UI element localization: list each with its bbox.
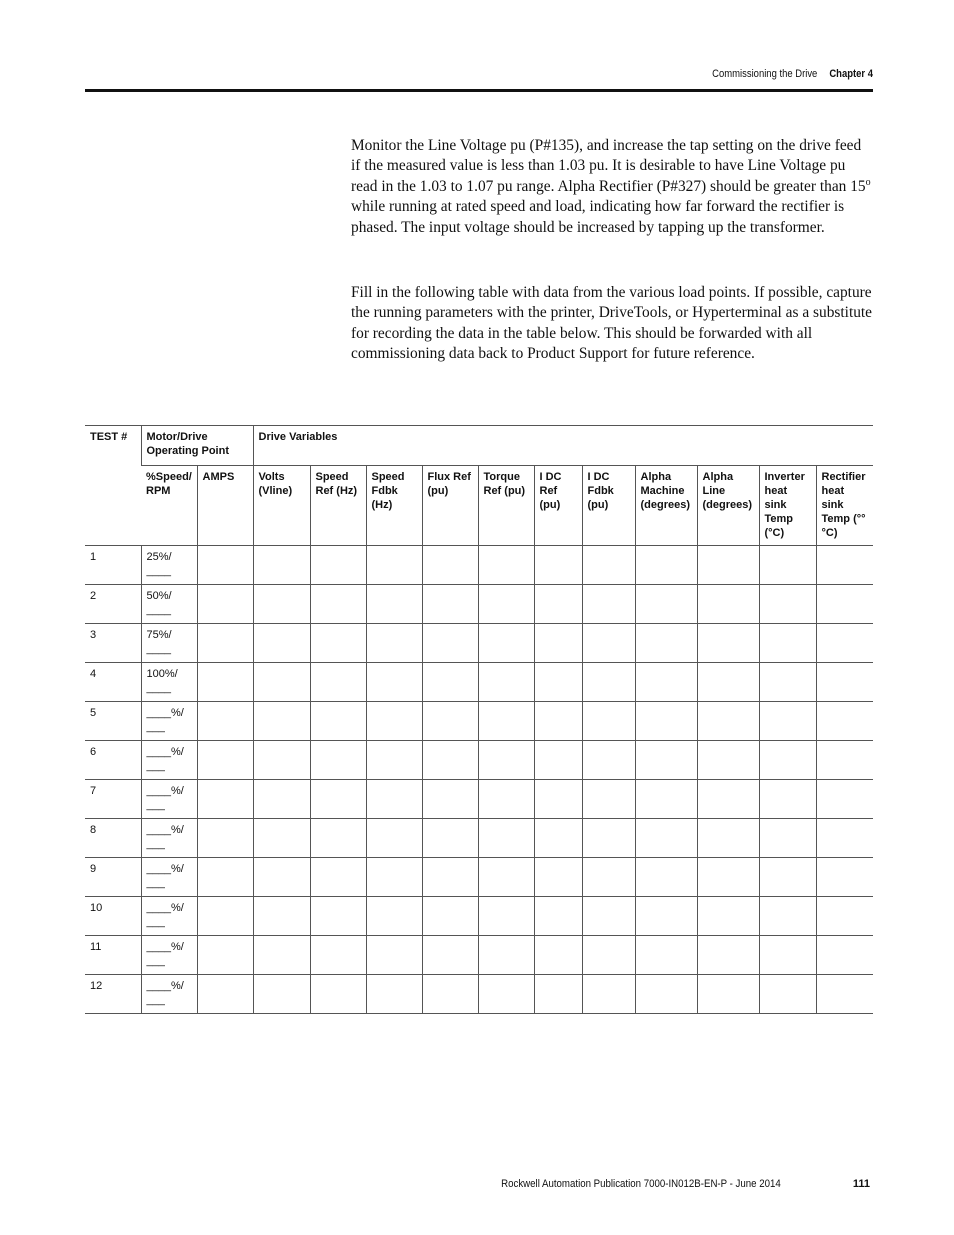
empty-entry-cell: [635, 624, 697, 663]
empty-entry-cell: [816, 819, 873, 858]
empty-entry-cell: [253, 585, 310, 624]
empty-entry-cell: [582, 741, 635, 780]
empty-entry-cell: [253, 702, 310, 741]
test-number-cell: 2: [85, 585, 141, 624]
empty-entry-cell: [197, 936, 253, 975]
empty-entry-cell: [197, 546, 253, 585]
table-row: [85, 546, 873, 585]
header-motor-drive-operating-point: Motor/Drive Operating Point: [141, 426, 253, 466]
empty-entry-cell: [366, 546, 422, 585]
empty-entry-cell: [366, 702, 422, 741]
speed-rpm-cell: [141, 741, 197, 780]
empty-entry-cell: [816, 546, 873, 585]
col-flux-ref: Flux Ref (pu): [422, 466, 478, 546]
col-volts: Volts (Vline): [253, 466, 310, 546]
speed-rpm-cell: [141, 663, 197, 702]
test-number-cell: 4: [85, 663, 141, 702]
empty-entry-cell: [759, 624, 816, 663]
speed-value: ____%/: [146, 824, 184, 836]
empty-entry-cell: [582, 546, 635, 585]
empty-entry-cell: [635, 858, 697, 897]
test-number-cell: 11: [85, 936, 141, 975]
empty-entry-cell: [635, 936, 697, 975]
empty-entry-cell: [310, 858, 366, 897]
empty-entry-cell: [816, 780, 873, 819]
empty-entry-cell: [310, 936, 366, 975]
empty-entry-cell: [697, 546, 759, 585]
empty-entry-cell: [697, 858, 759, 897]
table-row: [85, 780, 873, 819]
empty-entry-cell: [310, 819, 366, 858]
table-header-row-2: [85, 466, 873, 546]
col-speed-ref: Speed Ref (Hz): [310, 466, 366, 546]
empty-entry-cell: [366, 936, 422, 975]
empty-entry-cell: [534, 975, 582, 1014]
empty-entry-cell: [534, 858, 582, 897]
empty-entry-cell: [816, 858, 873, 897]
speed-rpm-cell: [141, 819, 197, 858]
paragraph-line-voltage: [351, 136, 873, 238]
header-drive-variables: Drive Variables: [253, 426, 873, 466]
empty-entry-cell: [534, 585, 582, 624]
col-alpha-machine: Alpha Machine (degrees): [635, 466, 697, 546]
empty-entry-cell: [422, 624, 478, 663]
col-idc-ref: I DC Ref (pu): [534, 466, 582, 546]
empty-entry-cell: [366, 741, 422, 780]
test-number-cell: 5: [85, 702, 141, 741]
empty-entry-cell: [534, 546, 582, 585]
col-idc-fdbk: I DC Fdbk (pu): [582, 466, 635, 546]
empty-entry-cell: [422, 858, 478, 897]
degree-superscript: o: [865, 176, 871, 188]
test-number-cell: 12: [85, 975, 141, 1014]
empty-entry-cell: [253, 624, 310, 663]
empty-entry-cell: [478, 585, 534, 624]
empty-entry-cell: [478, 546, 534, 585]
empty-entry-cell: [635, 897, 697, 936]
table-row: [85, 702, 873, 741]
empty-entry-cell: [253, 780, 310, 819]
empty-entry-cell: [197, 741, 253, 780]
empty-entry-cell: [697, 663, 759, 702]
empty-entry-cell: [534, 663, 582, 702]
speed-value: ____%/: [146, 707, 184, 719]
empty-entry-cell: [253, 819, 310, 858]
empty-entry-cell: [816, 624, 873, 663]
empty-entry-cell: [478, 819, 534, 858]
speed-rpm-cell: [141, 897, 197, 936]
empty-entry-cell: [422, 936, 478, 975]
empty-entry-cell: [366, 975, 422, 1014]
empty-entry-cell: [253, 975, 310, 1014]
table-row: [85, 897, 873, 936]
table-row: [85, 936, 873, 975]
test-number-cell: 3: [85, 624, 141, 663]
empty-entry-cell: [422, 663, 478, 702]
rpm-blank: ___: [146, 799, 165, 811]
speed-rpm-cell: [141, 858, 197, 897]
rpm-blank: ___: [146, 838, 165, 850]
rpm-blank: ___: [146, 877, 165, 889]
empty-entry-cell: [366, 585, 422, 624]
empty-entry-cell: [582, 780, 635, 819]
speed-rpm-cell: [141, 975, 197, 1014]
empty-entry-cell: [534, 741, 582, 780]
test-number-cell: 1: [85, 546, 141, 585]
empty-entry-cell: [422, 702, 478, 741]
test-number-cell: 8: [85, 819, 141, 858]
empty-entry-cell: [759, 897, 816, 936]
empty-entry-cell: [366, 780, 422, 819]
empty-entry-cell: [366, 858, 422, 897]
speed-rpm-cell: [141, 702, 197, 741]
empty-entry-cell: [582, 897, 635, 936]
page-footer: [85, 1176, 873, 1194]
rpm-blank: ____: [146, 604, 171, 616]
empty-entry-cell: [310, 624, 366, 663]
empty-entry-cell: [197, 585, 253, 624]
paragraph-line-voltage-text-a: Monitor the Line Voltage pu (P#135), and increase the tap setting on the drive feed if the measured value is less than 1.03 pu. It is desirable to have Line Voltage pu read in the 1.03 to 1.07 pu range. Alpha Rectifier (P#327) should be greater than 15: [351, 137, 866, 195]
test-number-cell: 7: [85, 780, 141, 819]
empty-entry-cell: [635, 585, 697, 624]
table-row: [85, 858, 873, 897]
rpm-blank: ___: [146, 916, 165, 928]
empty-entry-cell: [534, 624, 582, 663]
empty-entry-cell: [310, 741, 366, 780]
empty-entry-cell: [478, 663, 534, 702]
empty-entry-cell: [582, 624, 635, 663]
empty-entry-cell: [816, 936, 873, 975]
empty-entry-cell: [635, 663, 697, 702]
empty-entry-cell: [253, 546, 310, 585]
empty-entry-cell: [697, 585, 759, 624]
empty-entry-cell: [422, 780, 478, 819]
empty-entry-cell: [478, 858, 534, 897]
speed-rpm-cell: [141, 780, 197, 819]
empty-entry-cell: [534, 897, 582, 936]
empty-entry-cell: [422, 819, 478, 858]
speed-value: 25%/: [146, 551, 172, 563]
empty-entry-cell: [478, 897, 534, 936]
empty-entry-cell: [697, 741, 759, 780]
paragraph-line-voltage-text-b: while running at rated speed and load, indicating how far forward the rectifier is phased. The input voltage should be increased by tapping up the transformer.: [351, 198, 845, 236]
test-number-cell: 9: [85, 858, 141, 897]
section-title: Commissioning the Drive: [712, 68, 818, 80]
empty-entry-cell: [759, 663, 816, 702]
empty-entry-cell: [635, 780, 697, 819]
empty-entry-cell: [310, 585, 366, 624]
speed-rpm-cell: [141, 546, 197, 585]
empty-entry-cell: [197, 819, 253, 858]
empty-entry-cell: [422, 546, 478, 585]
empty-entry-cell: [310, 897, 366, 936]
empty-entry-cell: [759, 546, 816, 585]
empty-entry-cell: [816, 702, 873, 741]
empty-entry-cell: [816, 741, 873, 780]
table-row: [85, 741, 873, 780]
empty-entry-cell: [697, 897, 759, 936]
running-header: [195, 66, 873, 86]
empty-entry-cell: [635, 546, 697, 585]
empty-entry-cell: [816, 585, 873, 624]
empty-entry-cell: [697, 975, 759, 1014]
empty-entry-cell: [582, 663, 635, 702]
empty-entry-cell: [635, 975, 697, 1014]
empty-entry-cell: [197, 897, 253, 936]
rpm-blank: ___: [146, 721, 165, 733]
page-number: 111: [852, 1178, 870, 1190]
col-rectifier-temp: Rectifier heat sink Temp (°°°C): [816, 466, 873, 546]
empty-entry-cell: [582, 975, 635, 1014]
empty-entry-cell: [197, 702, 253, 741]
empty-entry-cell: [310, 546, 366, 585]
empty-entry-cell: [366, 624, 422, 663]
empty-entry-cell: [310, 702, 366, 741]
empty-entry-cell: [253, 858, 310, 897]
empty-entry-cell: [253, 897, 310, 936]
speed-rpm-cell: [141, 936, 197, 975]
empty-entry-cell: [759, 936, 816, 975]
empty-entry-cell: [310, 780, 366, 819]
empty-entry-cell: [816, 975, 873, 1014]
test-number-cell: 10: [85, 897, 141, 936]
empty-entry-cell: [310, 663, 366, 702]
speed-value: ____%/: [146, 941, 184, 953]
empty-entry-cell: [582, 936, 635, 975]
empty-entry-cell: [478, 741, 534, 780]
speed-value: ____%/: [146, 980, 184, 992]
empty-entry-cell: [582, 702, 635, 741]
empty-entry-cell: [422, 897, 478, 936]
rpm-blank: ___: [146, 760, 165, 772]
empty-entry-cell: [635, 819, 697, 858]
speed-value: 100%/: [146, 668, 178, 680]
table-row: [85, 819, 873, 858]
speed-value: ____%/: [146, 902, 184, 914]
empty-entry-cell: [534, 936, 582, 975]
col-amps: AMPS: [197, 466, 253, 546]
empty-entry-cell: [697, 936, 759, 975]
table-row: [85, 975, 873, 1014]
empty-entry-cell: [582, 819, 635, 858]
load-point-table: [85, 425, 873, 1014]
empty-entry-cell: [534, 819, 582, 858]
empty-entry-cell: [759, 585, 816, 624]
speed-value: 50%/: [146, 590, 172, 602]
paragraph-fill-table: Fill in the following table with data from the various load points. If possible, capture the running parameters with the printer, DriveTools, or Hyperterminal as a substitute for recording the data in the table below. This should be forwarded with all commissioning data back to Product Support for future reference.: [351, 284, 873, 363]
speed-value: ____%/: [146, 746, 184, 758]
empty-entry-cell: [582, 858, 635, 897]
empty-entry-cell: [253, 936, 310, 975]
empty-entry-cell: [582, 585, 635, 624]
col-torque-ref: Torque Ref (pu): [478, 466, 534, 546]
empty-entry-cell: [635, 702, 697, 741]
table-header-row-1: [85, 426, 873, 466]
speed-value: ____%/: [146, 785, 184, 797]
empty-entry-cell: [253, 741, 310, 780]
col-speed-fdbk: Speed Fdbk (Hz): [366, 466, 422, 546]
empty-entry-cell: [759, 741, 816, 780]
empty-entry-cell: [310, 975, 366, 1014]
empty-entry-cell: [478, 624, 534, 663]
empty-entry-cell: [422, 741, 478, 780]
empty-entry-cell: [697, 780, 759, 819]
empty-entry-cell: [366, 819, 422, 858]
rpm-blank: ____: [146, 565, 171, 577]
speed-rpm-cell: [141, 585, 197, 624]
empty-entry-cell: [253, 663, 310, 702]
empty-entry-cell: [697, 819, 759, 858]
speed-value: 75%/: [146, 629, 172, 641]
speed-rpm-cell: [141, 624, 197, 663]
publication-number: Rockwell Automation Publication 7000-IN012B-EN-P - June 2014: [501, 1178, 781, 1190]
header-rule: [85, 89, 873, 92]
empty-entry-cell: [366, 897, 422, 936]
empty-entry-cell: [478, 936, 534, 975]
empty-entry-cell: [197, 975, 253, 1014]
empty-entry-cell: [366, 663, 422, 702]
empty-entry-cell: [422, 585, 478, 624]
empty-entry-cell: [759, 819, 816, 858]
empty-entry-cell: [759, 975, 816, 1014]
empty-entry-cell: [759, 780, 816, 819]
chapter-label: Chapter 4: [829, 68, 873, 80]
empty-entry-cell: [534, 780, 582, 819]
empty-entry-cell: [197, 624, 253, 663]
empty-entry-cell: [422, 975, 478, 1014]
empty-entry-cell: [759, 702, 816, 741]
table-row: [85, 663, 873, 702]
empty-entry-cell: [816, 663, 873, 702]
col-alpha-line: Alpha Line (degrees): [697, 466, 759, 546]
speed-value: ____%/: [146, 863, 184, 875]
table-row: [85, 585, 873, 624]
rpm-blank: ___: [146, 955, 165, 967]
empty-entry-cell: [478, 702, 534, 741]
empty-entry-cell: [759, 858, 816, 897]
empty-entry-cell: [197, 780, 253, 819]
empty-entry-cell: [478, 780, 534, 819]
rpm-blank: ___: [146, 994, 165, 1006]
empty-entry-cell: [816, 897, 873, 936]
col-inverter-temp: Inverter heat sink Temp (°C): [759, 466, 816, 546]
empty-entry-cell: [534, 702, 582, 741]
col-speed-rpm: %Speed/ RPM: [141, 466, 197, 546]
table-row: [85, 624, 873, 663]
empty-entry-cell: [635, 741, 697, 780]
header-test-number: TEST #: [85, 426, 141, 546]
empty-entry-cell: [697, 702, 759, 741]
empty-entry-cell: [197, 663, 253, 702]
empty-entry-cell: [197, 858, 253, 897]
test-number-cell: 6: [85, 741, 141, 780]
rpm-blank: ____: [146, 643, 171, 655]
empty-entry-cell: [697, 624, 759, 663]
empty-entry-cell: [478, 975, 534, 1014]
rpm-blank: ____: [146, 682, 171, 694]
